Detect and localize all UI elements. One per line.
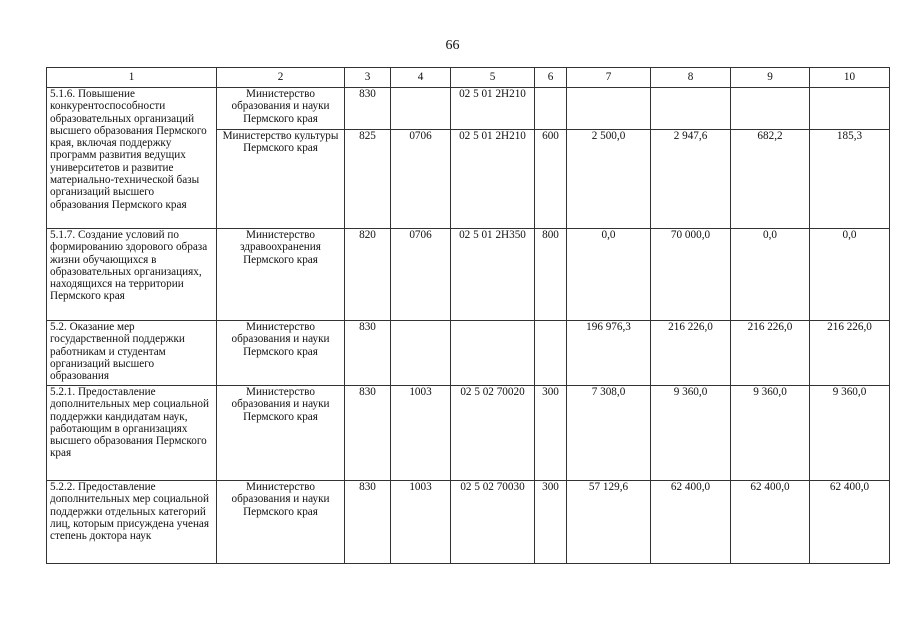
section-code: 1003	[391, 481, 451, 564]
expense-type	[535, 321, 567, 386]
amount-col7: 196 976,3	[567, 321, 651, 386]
target-code: 02 5 02 70030	[451, 481, 535, 564]
section-code	[391, 88, 451, 130]
executor: Министерство здравоохранения Пермского края	[217, 229, 345, 321]
amount-col9: 62 400,0	[731, 481, 810, 564]
amount-col10: 9 360,0	[810, 386, 890, 481]
amount-col7: 57 129,6	[567, 481, 651, 564]
column-number-row	[47, 68, 890, 88]
column-header: 7	[567, 68, 651, 88]
amount-col10: 62 400,0	[810, 481, 890, 564]
measure-name: 5.2.1. Предоставление дополнительных мер социальной поддержки кандидатам наук, работающим в организациях высшего образования Пермского края	[47, 386, 217, 481]
target-code: 02 5 01 2Н210	[451, 88, 535, 130]
amount-col10: 216 226,0	[810, 321, 890, 386]
executor: Министерство образования и науки Пермского края	[217, 386, 345, 481]
amount-col8: 216 226,0	[651, 321, 731, 386]
grbs-code: 825	[345, 130, 391, 229]
section-code: 1003	[391, 386, 451, 481]
amount-col8: 2 947,6	[651, 130, 731, 229]
page-number: 66	[445, 38, 460, 53]
amount-col9: 216 226,0	[731, 321, 810, 386]
expense-type: 600	[535, 130, 567, 229]
grbs-code: 830	[345, 481, 391, 564]
amount-col9: 0,0	[731, 229, 810, 321]
column-header: 1	[47, 68, 217, 88]
target-code	[451, 321, 535, 386]
column-header: 9	[731, 68, 810, 88]
section-code: 0706	[391, 229, 451, 321]
column-header: 2	[217, 68, 345, 88]
column-header: 8	[651, 68, 731, 88]
grbs-code: 820	[345, 229, 391, 321]
section-code: 0706	[391, 130, 451, 229]
amount-col8: 70 000,0	[651, 229, 731, 321]
amount-col9: 682,2	[731, 130, 810, 229]
grbs-code: 830	[345, 88, 391, 130]
expense-type	[535, 88, 567, 130]
amount-col10	[810, 88, 890, 130]
amount-col7: 7 308,0	[567, 386, 651, 481]
amount-col8	[651, 88, 731, 130]
grbs-code: 830	[345, 321, 391, 386]
amount-col10: 0,0	[810, 229, 890, 321]
amount-col7	[567, 88, 651, 130]
target-code: 02 5 01 2Н210	[451, 130, 535, 229]
measure-name: 5.2.2. Предоставление дополнительных мер социальной поддержки отдельных категорий лиц, которым присуждена ученая степень доктора наук	[47, 481, 217, 564]
table-row	[47, 321, 890, 386]
executor: Министерство образования и науки Пермского края	[217, 88, 345, 130]
column-header: 6	[535, 68, 567, 88]
amount-col8: 9 360,0	[651, 386, 731, 481]
budget-table	[46, 67, 890, 564]
amount-col9: 9 360,0	[731, 386, 810, 481]
column-header: 3	[345, 68, 391, 88]
amount-col7: 0,0	[567, 229, 651, 321]
measure-name: 5.1.6. Повышение конкурентоспособности образовательных организаций высшего образования Пермского края, включая поддержку программ развития ведущих университетов и развитие материально-технической базы организаций высшего образования Пермского края	[47, 88, 217, 229]
measure-name: 5.1.7. Создание условий по формированию здорового образа жизни обучающихся в образовательных организациях, находящихся на территории Пермского края	[47, 229, 217, 321]
table-row	[47, 481, 890, 564]
expense-type: 300	[535, 386, 567, 481]
executor: Министерство образования и науки Пермского края	[217, 481, 345, 564]
table-row	[47, 88, 890, 130]
executor: Министерство образования и науки Пермского края	[217, 321, 345, 386]
expense-type: 300	[535, 481, 567, 564]
grbs-code: 830	[345, 386, 391, 481]
table-row	[47, 386, 890, 481]
column-header: 5	[451, 68, 535, 88]
column-header: 4	[391, 68, 451, 88]
expense-type: 800	[535, 229, 567, 321]
amount-col7: 2 500,0	[567, 130, 651, 229]
amount-col10: 185,3	[810, 130, 890, 229]
column-header: 10	[810, 68, 890, 88]
target-code: 02 5 01 2Н350	[451, 229, 535, 321]
executor: Министерство культуры Пермского края	[217, 130, 345, 229]
measure-name: 5.2. Оказание мер государственной поддержки работникам и студентам организаций высшего образования	[47, 321, 217, 386]
amount-col9	[731, 88, 810, 130]
section-code	[391, 321, 451, 386]
target-code: 02 5 02 70020	[451, 386, 535, 481]
amount-col8: 62 400,0	[651, 481, 731, 564]
table-row	[47, 229, 890, 321]
